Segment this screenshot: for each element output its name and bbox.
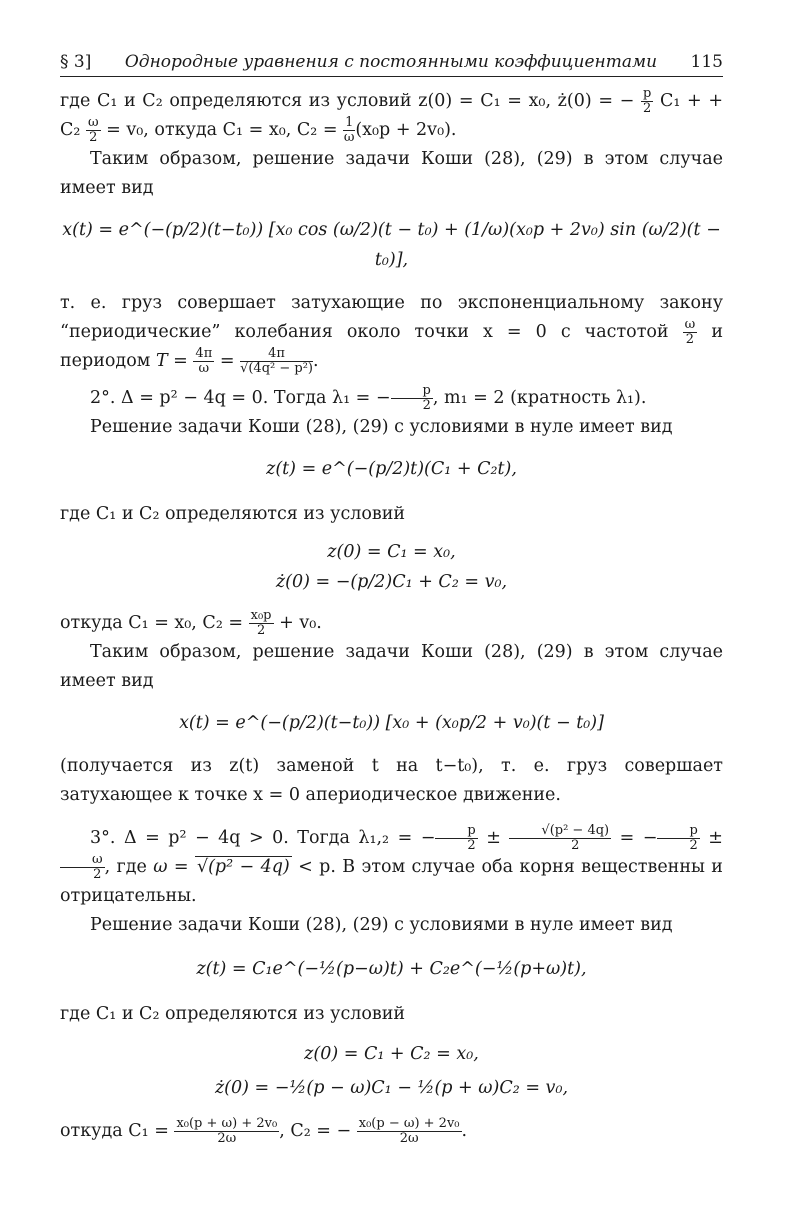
fraction: $\frac{\text{x₀(p + ω) + 2v₀}}{2\omega}$ — [176, 1116, 278, 1146]
fraction: $\frac{4\pi}{\omega}$ — [195, 346, 213, 376]
equation-5: z(t) = C₁e^(−½(p−ω)t) + C₂e^(−½(p+ω)t), — [196, 959, 587, 979]
fraction: $\frac{\text{x₀(p − ω) + 2v₀}}{2\omega}$ — [358, 1116, 460, 1146]
paragraph-3: т. е. груз совершает затухающие по экспоненциальному закону “периодические” колебания около точки x = 0 с частотой $\frac{\omega}{2}$ и периодом T = $\frac{4\pi}{\omega}$ = $\frac{4\pi}{\text{√(4q² − p²)}}$ . — [60, 293, 723, 376]
section-marker: § 3] — [60, 52, 92, 72]
chapter-title: Однородные уравнения с постоянными коэффициентами — [124, 52, 658, 72]
paragraph-13: откуда C₁ = $\frac{\text{x₀(p + ω) + 2v₀}}{2\omega}$ , C₂ = − $\frac{\text{x₀(p − ω) + 2v₀}}{2\omega}$ . — [60, 1116, 468, 1146]
fraction: $\frac{\omega}{2}$ — [684, 317, 696, 347]
page — [60, 52, 723, 1146]
equation-1: x(t) = e^(−(p/2)(t−t₀)) [x₀ cos (ω/2)(t − t₀) + (1/ω)(x₀p + 2v₀) sin (ω/2)(t − t₀)], — [62, 220, 721, 270]
paragraph-9: (получается из z(t) заменой t на t−t₀), т. е. груз совершает затухающее к точке x = 0 апериодическое движение. — [60, 756, 723, 805]
paragraph-6: где C₁ и C₂ определяются из условий — [60, 504, 406, 524]
equation-2: z(t) = e^(−(p/2)t)(C₁ + C₂t), — [266, 459, 517, 479]
paragraph-4: 2°. Δ = p² − 4q = 0. Тогда λ₁ = − $\frac{p}{2}$ , m₁ = 2 (кратность λ₁). — [90, 383, 647, 413]
paragraph-5: Решение задачи Коши (28), (29) с условиями в нуле имеет вид — [90, 417, 673, 437]
equation-4: x(t) = e^(−(p/2)(t−t₀)) [x₀ + (x₀p/2 + v₀)(t − t₀)] — [179, 713, 604, 733]
equation-3a: z(0) = C₁ = x₀, — [327, 542, 456, 562]
paragraph-2: Таким образом, решение задачи Коши (28), (29) в этом случае имеет вид — [60, 149, 723, 198]
paragraph-1: где C₁ и C₂ определяются из условий z(0) = C₁ = x₀, ż(0) = − $\frac{p}{2}$ C₁ + + C₂ $\frac{\omega}{2}$ = v₀, откуда C₁ = x₀, C₂ = $\frac{1}{\omega}$ (x₀p + 2v₀). — [60, 86, 723, 145]
paragraph-11: Решение задачи Коши (28), (29) с условиями в нуле имеет вид — [90, 915, 673, 935]
fraction: $\frac{p}{2}$ — [435, 824, 477, 853]
paragraph-7: откуда C₁ = x₀, C₂ = $\frac{\text{x₀p}}{2}$ + v₀. — [60, 608, 322, 638]
fraction: $\frac{p}{2}$ — [391, 384, 433, 413]
equation-6b: ż(0) = −½(p − ω)C₁ − ½(p + ω)C₂ = v₀, — [214, 1078, 569, 1098]
equation-3b: ż(0) = −(p/2)C₁ + C₂ = v₀, — [275, 572, 508, 592]
fraction: $\frac{\text{x₀p}}{2}$ — [250, 608, 272, 638]
fraction: $\frac{p}{2}$ — [657, 824, 699, 853]
paragraph-8: Таким образом, решение задачи Коши (28), (29) в этом случае имеет вид — [60, 642, 723, 691]
equation-6a: z(0) = C₁ + C₂ = x₀, — [304, 1044, 479, 1064]
page-number: 115 — [690, 52, 723, 72]
running-header — [60, 52, 723, 77]
fraction: $\frac{1}{\omega}$ — [343, 115, 355, 145]
fraction: $\frac{\omega}{2}$ — [60, 853, 105, 882]
fraction: $\frac{\omega}{2}$ — [87, 115, 99, 145]
paragraph-10: 3°. Δ = p² − 4q > 0. Тогда λ₁,₂ = − $\frac{p}{2}$ ± $\frac{\text{√(p² − 4q)}}{2}$ = − $\frac{p}{2}$ ± $\frac{\omega}{2}$ , где ω = √(p² − 4q) < p. В этом случае оба корня вещественны и отрицательны. — [60, 823, 723, 906]
fraction: $\frac{\text{√(p² − 4q)}}{2}$ — [509, 824, 611, 853]
paragraph-12: где C₁ и C₂ определяются из условий — [60, 1004, 406, 1024]
fraction: $\frac{p}{2}$ — [642, 86, 652, 116]
fraction: $\frac{4\pi}{\text{√(4q² − p²)}}$ — [240, 346, 313, 376]
